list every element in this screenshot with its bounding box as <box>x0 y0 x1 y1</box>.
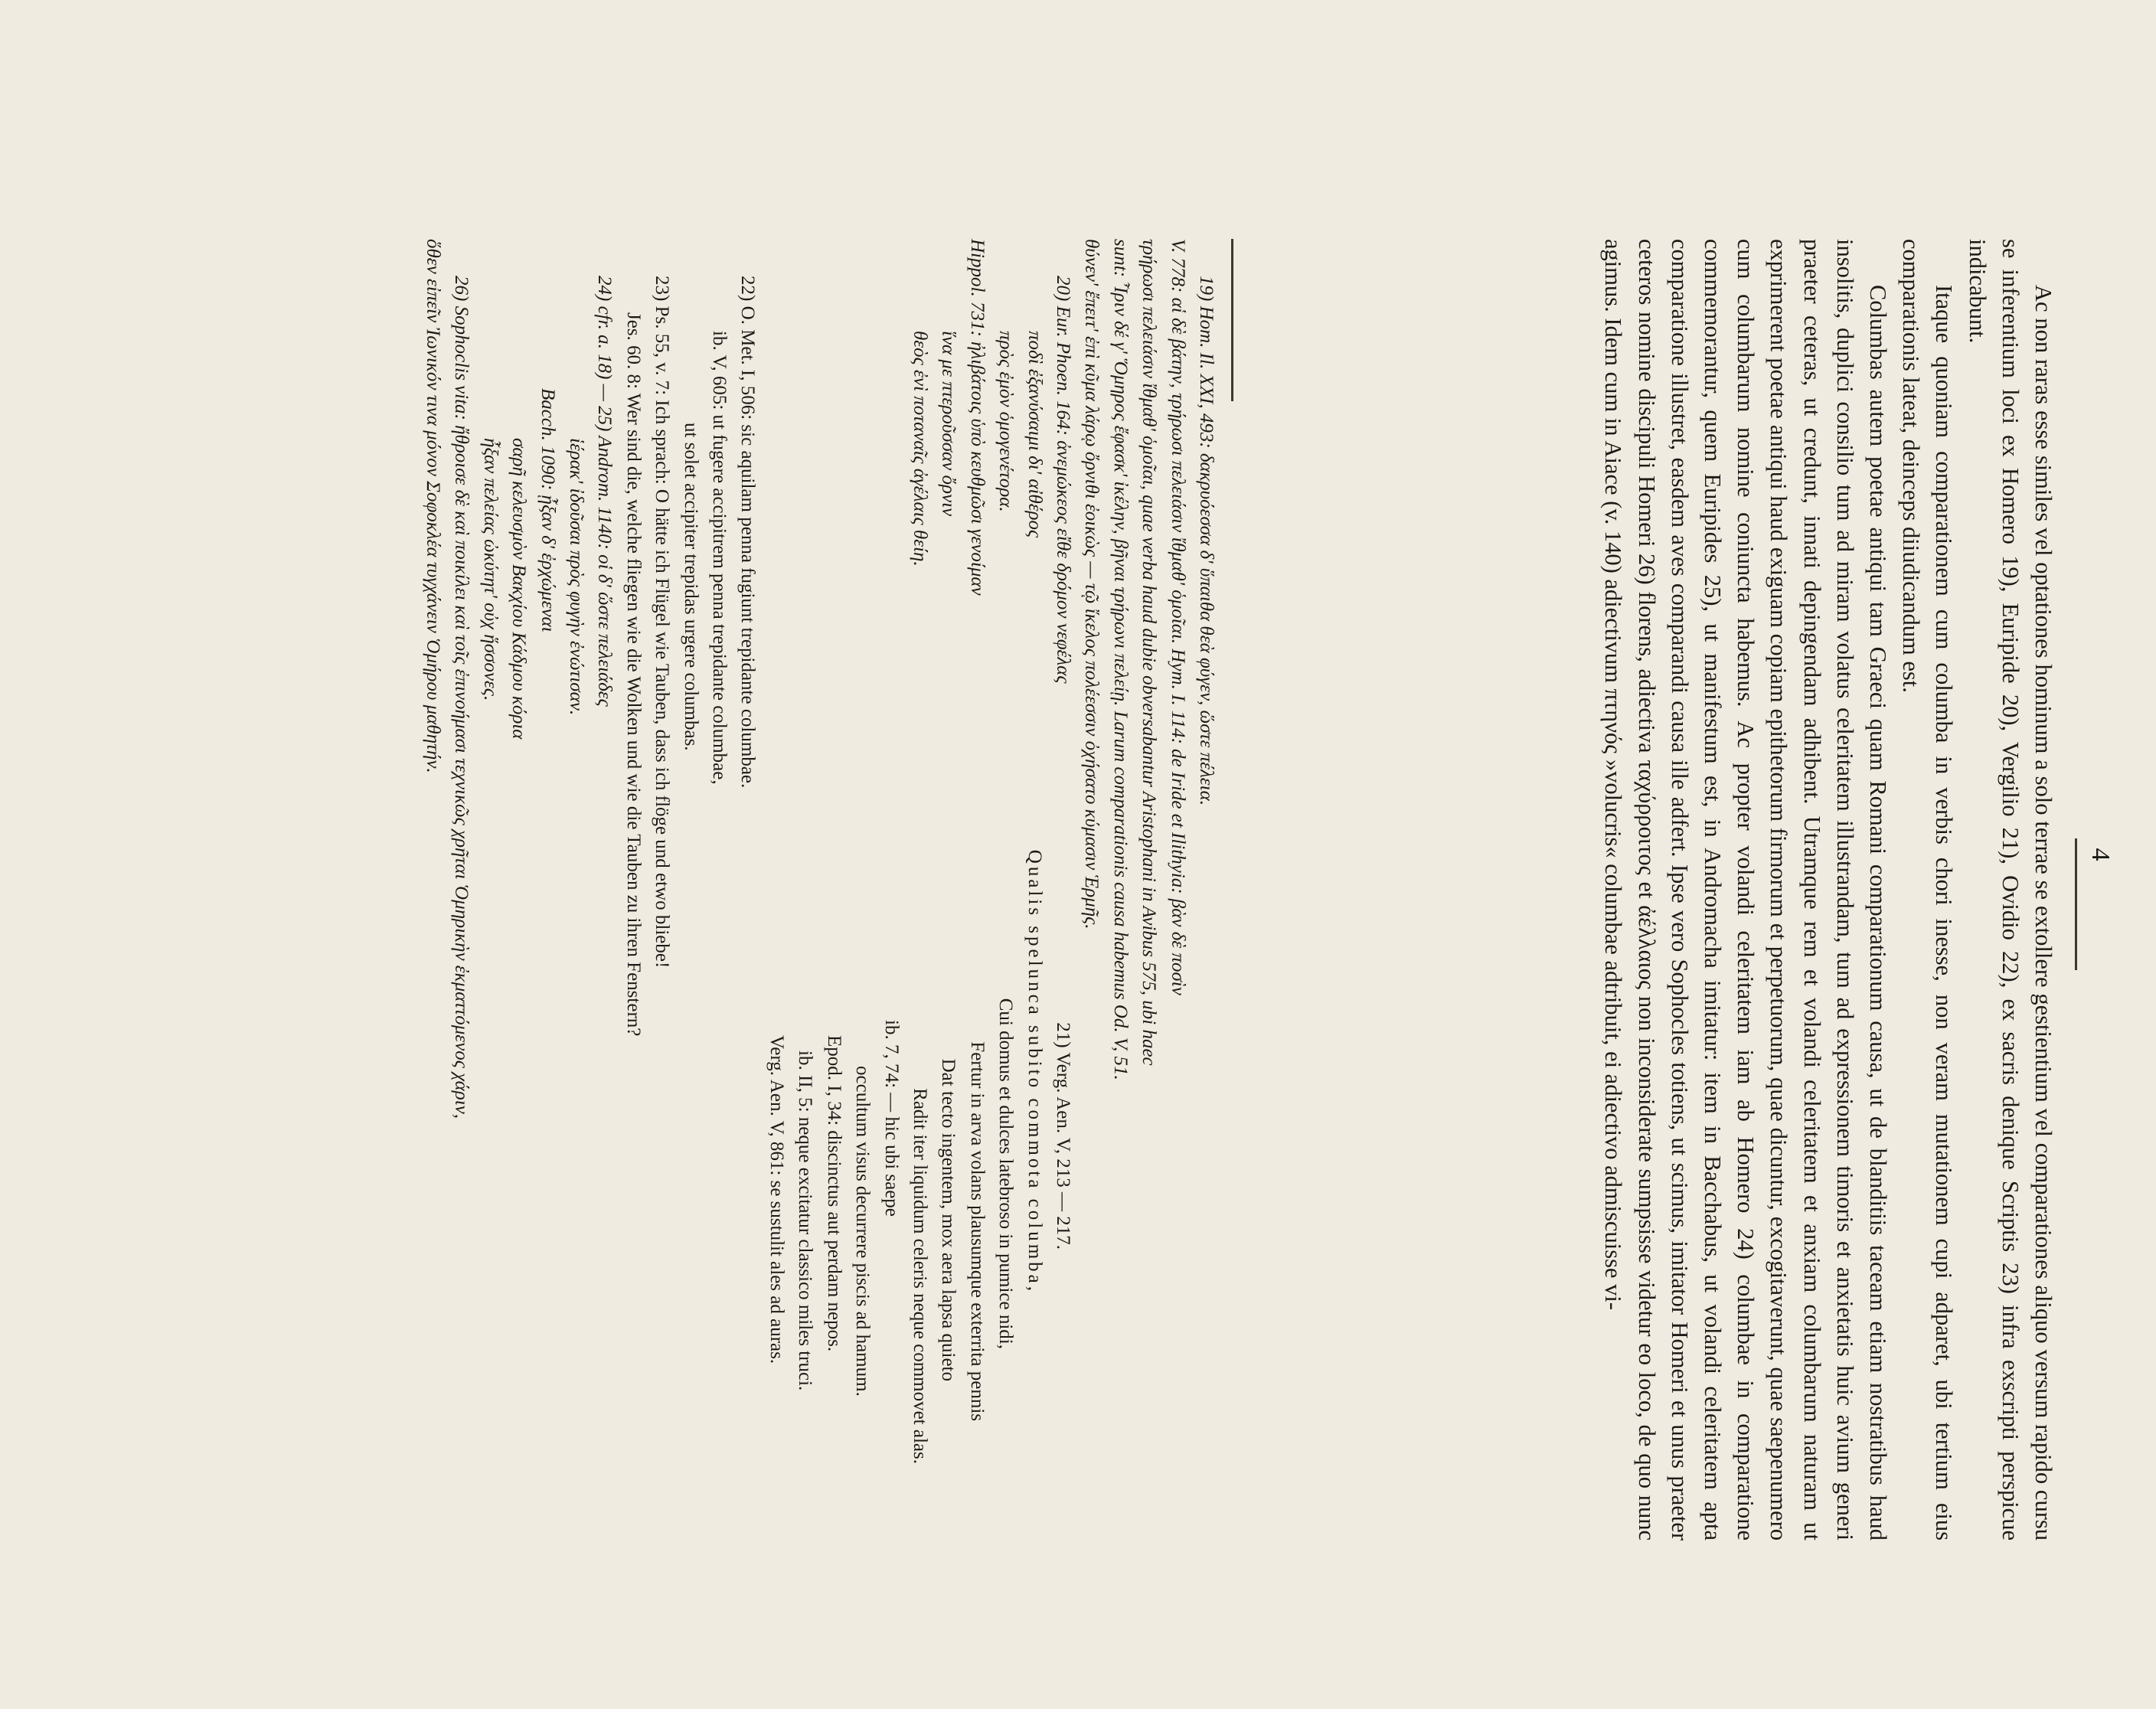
footnote-26-line: ὅθεν εἰπεῖν Ἰωνικόν τινα μόνον Σοφοκλέα τυγχάνειν Ὁμήρου μαθητήν. <box>423 239 444 773</box>
footnote-21-line: Fertur in arva volans plausumque exterrita pennis <box>966 1041 988 1421</box>
verse-line: ib. II, 5: neque excitatur classico miles truci. <box>795 1051 816 1391</box>
footnote-20-21-row <box>1020 239 1048 1541</box>
footnote-21-line: Radit iter liquidum celeris neque commovet alas. <box>909 1088 930 1464</box>
footnote-24-line: ἱέρακ' ἰδοῦσαι πρὸς φυγὴν ἐνώτισαν. <box>566 438 587 716</box>
footnote-20-21-row <box>1049 239 1077 1541</box>
footnote-rule <box>1231 239 1233 401</box>
footnote-19-line: sunt: Ἶριν δέ γ' Ὅμηρος ἔφασκ' ἰκέλην, βῆναι τρήρωνι πελείῃ. Larum comparationis causa habemus Od. V, 51. <box>1109 239 1131 1080</box>
footnote-26-line: 26) Sophoclis vita: ἤθροισε δὲ καὶ ποικίλει καὶ τοῖς ἐπινοήμασι τεχνικῶς χρῆται Ὁμηρικὴν ἐκματτόμενος χάριν, <box>451 276 472 1119</box>
verse-line: Epod. I, 34: discinctus aut perdam nepos. <box>823 1035 844 1352</box>
footnote-19-line: θύνεν' ἔπειτ' ἐπὶ κῦμα λάρῳ ὄρνιθι ἐοικὼς — τῷ ἴκελος πολέεσσιν ὀχήσατο κύμασιν Ἑρμῆς. <box>1081 239 1102 930</box>
verse-line: occultum visus decurrere piscis ad hamum. <box>852 1066 874 1397</box>
footnote-24-line: ἦξαν πελείας ὠκύτητ' οὐχ ἥσσονες. <box>479 438 501 701</box>
footnote-23-line: 23) Ps. 55, v. 7: Ich sprach: O hätte ich Flügel wie Tauben, dass ich flöge und etwo bliebe! <box>652 276 673 969</box>
footnote-20-21-row <box>934 239 962 1541</box>
page-number: 4 <box>2086 848 2115 861</box>
footnote-20-line: πρὸς ἐμὸν ὁμογενέτορα. <box>995 331 1017 512</box>
footnote-22-line: 22) O. Met. I, 506: sic aquilam penna fugiunt trepidante columbae. <box>737 276 759 789</box>
footnote-20-21-row <box>962 239 991 1541</box>
footnote-21-head: 21) Verg. Aen. V, 213 — 217. <box>1052 1022 1073 1250</box>
paragraph-3: Columbas autem poetae antiqui tam Graeci quam Romani comparationum causa, ut de blanditiis taceam etiam nostratibus haud insolitis, duplici consilio tum ad miram volatus celeritatem illustrandam, tum ad expressionem timoris et anxietatis huic avium generi praeter ceteras, ut credunt, innati depingendam adhibent. Utramque rem et volandi celeritatem et anxiam columbarum naturam ut exprimerent poetae antiqui haud exiguam copiam epithetorum firmorum et perpetuorum, quae dicuntur, excogitaverunt, quae saepenumero cum columbarum nomine coniuncta habemus. Ac propter volandi celeritatem iam ab Homero 24) columbae in comparatione commemorantur, quem Euripides 25), ut manifestum est, in Andromacha imitatur: item in Bacchabus, ut volandi celeritatem apta comparatione illustret, easdem aves comparandi causa ille adfert. Ipse vero Sophocles totiens, ut scimus, imitator Homeri et unus praeter ceteros nomine discipuli Homeri 26) florens, adiectiva ταχύρροιτος et ἀέλλαιος non inconsiderate sumpsisse videtur eo loco, de quo nunc agimus. Idem cum in Aiace (v. 140) adiectivum πτηνός »volucris« columbae adtribuit, ei adiectivo admiscuisse vi- <box>1600 239 1891 1541</box>
footnote-19-line: V. 778: αἱ δὲ βάτην, τρήρωσι πελειάσιν ἴθμαθ' ὁμοῖαι. Hym. I. 114: de Iride et Ilithyia: βὰν δὲ ποσὶν <box>1167 239 1188 995</box>
header-rule <box>2075 838 2077 970</box>
footnote-24-line: 24) cfr. a. 18) — 25) Androm. 1140: οἱ δ' ὥστε πελειάδες <box>594 276 616 707</box>
footnote-21-line: Cui domus et dulces latebroso in pumice nidi, <box>995 998 1017 1349</box>
paragraph-2: Itaque quoniam comparationem cum columba in verbis chori inesse, non veram mutationem cupi adparet, ubi tertium eius comparationis lateat, deinceps diiudicandum est. <box>1898 239 1958 1541</box>
footnote-24-line: σαρῆ κελευσμὸν Βακχίου Κάδμου κόρια <box>508 438 530 740</box>
footnote-20-21-row <box>991 239 1020 1541</box>
verse-line: ib. 7, 74: — hic ubi saepe <box>880 1020 902 1217</box>
footnote-20-21-row <box>906 239 934 1541</box>
footnote-20-head: 20) Eur. Phoen. 164: ἀνεμώκεος εἴθε δρόμον νεφέλας <box>1052 276 1073 684</box>
footnote-22-line: ut solet accipiter trepidas urgere columbas. <box>680 423 701 751</box>
footnote-20-line: ποδὶ ἐξανύσαιμι δι' αἰθέρος <box>1024 331 1045 538</box>
footnote-20-line: θεὸς ἐνὶ ποταναῖς ἀγέλαις θείη. <box>909 331 930 567</box>
footnote-19-line: τρήρωσι πελειάσιν ἴθμαθ' ὁμοῖαι, quae verba haud dubie obversabantur Aristophani in Avibus 575, ubi haec <box>1138 239 1160 1066</box>
paragraph-1: Ac non raras esse similes vel optationes hominum a solo terrae se extollere gestientium vel comparationes aliquo versum rapido cursu se inferentium loci ex Homero 19), Euripide 20), Vergilio 21), Ovidio 22), ex sacris denique Scriptis 23) infra exscripti perspicue indicabunt. <box>1964 239 2056 1541</box>
footnote-19-head: 19) Hom. Il. XXI, 493: δακρυόεσσα δ' ὕπαιθα θεὰ φύγεν, ὥστε πέλεια. <box>1196 276 1217 805</box>
verse-line: Verg. Aen. V, 861: se sustulit ales ad auras. <box>766 1035 787 1364</box>
footnote-22-line: ib. V, 605: ut fugere accipitrem penna trepidante columbae, <box>709 331 730 785</box>
footnote-24-line: Bacch. 1090: ᾖξαν δ' ἐρχώμεναι <box>537 388 558 632</box>
main-text <box>1596 239 2060 1541</box>
footnote-21-line: Dat tecto ingentem, mox aera lapsa quieto <box>938 1058 959 1381</box>
footnotes <box>419 239 1220 1541</box>
footnote-23-line: Jes. 60. 8: Wer sind die, welche fliegen wie die Wolken und wie die Tauben zu ihren Fenstern? <box>622 312 644 1037</box>
footnote-20-line: Hippol. 731: ἠλιβάτοις ὑπὸ κευθμῶσι γενοίμαν <box>966 239 988 596</box>
footnote-21-line: Qualis spelunca subito commota columba, <box>1024 849 1045 1294</box>
footnote-20-line: ἵνα με πτεροῦσσαν ὄρνιν <box>938 331 959 517</box>
